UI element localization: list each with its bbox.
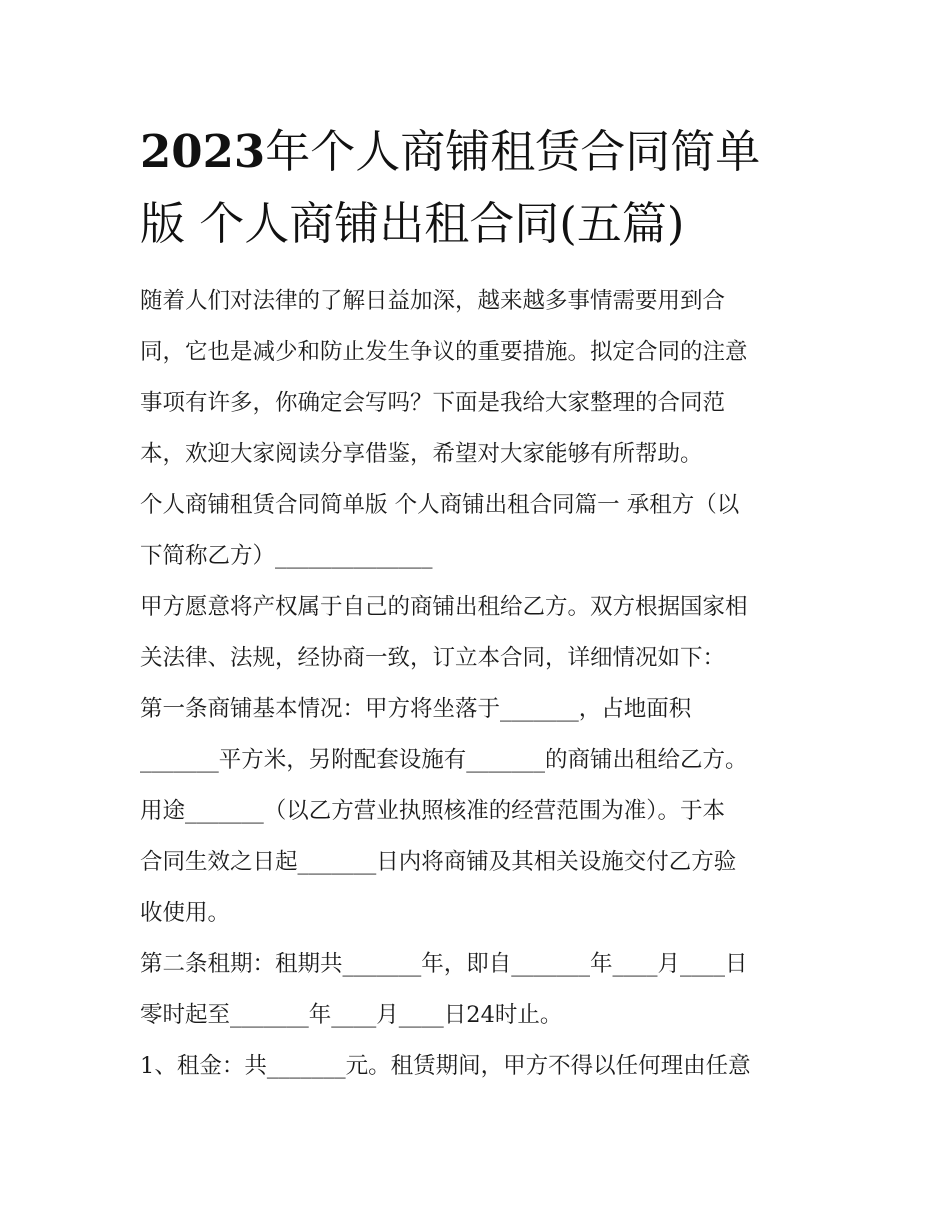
body-line: 1、租金：共_______元。租赁期间，甲方不得以任何理由任意 [140, 1053, 751, 1079]
document-title [140, 116, 830, 260]
title-line2: 版 个人商铺出租合同(五篇) [140, 197, 685, 250]
title-line1-rest: 年个人商铺租赁合同简单 [265, 125, 761, 178]
body-line: 关法律、法规，经协商一致，订立本合同，详细情况如下： [140, 645, 726, 671]
title-year: 2023 [140, 125, 266, 178]
body-line: 个人商铺租赁合同简单版 个人商铺出租合同篇一 承租方（以 [140, 492, 740, 518]
body-line: 本，欢迎大家阅读分享借鉴，希望对大家能够有所帮助。 [140, 441, 703, 467]
body-line: 第一条商铺基本情况：甲方将坐落于_______，占地面积 [140, 696, 692, 722]
body-line: _______平方米，另附配套设施有_______的商铺出租给乙方。 [140, 747, 748, 773]
body-line: 下简称乙方）______________ [140, 543, 433, 569]
body-line: 同，它也是减少和防止发生争议的重要措施。拟定合同的注意 [140, 339, 748, 365]
document-body [140, 276, 820, 1092]
body-line: 零时起至_______年____月____日24时止。 [140, 1002, 563, 1028]
body-line: 用途_______（以乙方营业执照核准的经营范围为准）。于本 [140, 798, 726, 824]
body-line: 事项有许多，你确定会写吗？下面是我给大家整理的合同范 [140, 390, 726, 416]
body-line: 第二条租期：租期共_______年，即自_______年____月____日 [140, 951, 748, 977]
body-line: 随着人们对法律的了解日益加深，越来越多事情需要用到合 [140, 288, 726, 314]
body-line: 收使用。 [140, 900, 231, 926]
body-line: 合同生效之日起_______日内将商铺及其相关设施交付乙方验 [140, 849, 737, 875]
body-line: 甲方愿意将产权属于自己的商铺出租给乙方。双方根据国家相 [140, 594, 748, 620]
